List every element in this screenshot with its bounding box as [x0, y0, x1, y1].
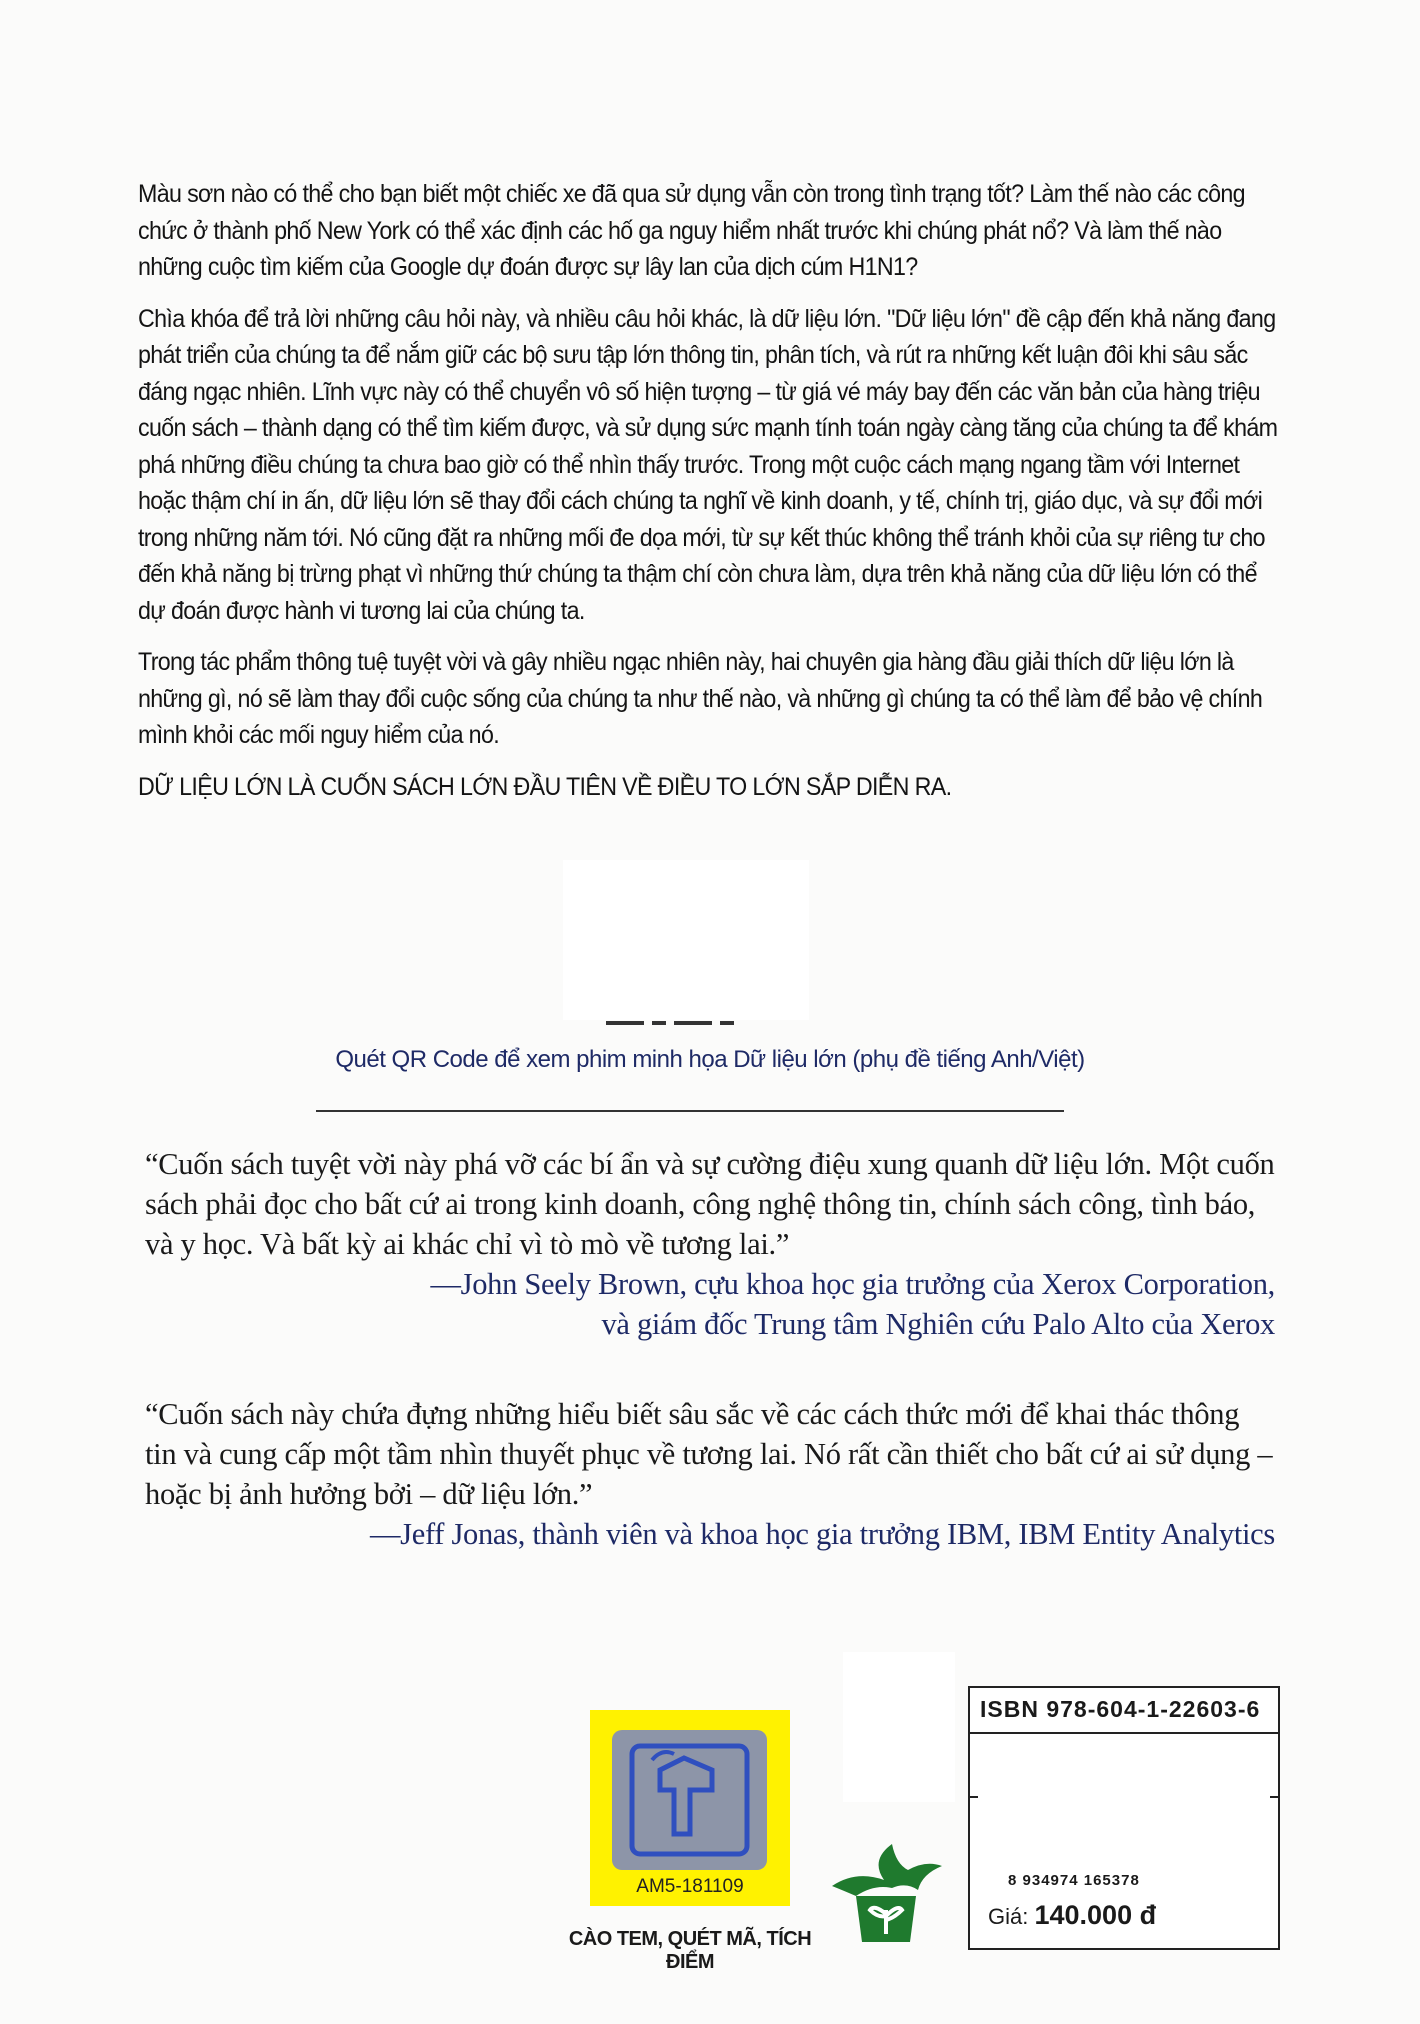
qr-code-edge [606, 1021, 736, 1025]
price-value: 140.000 đ [1034, 1900, 1157, 1930]
sticker-caption: CÀO TEM, QUÉT MÃ, TÍCH ĐIỂM [568, 1928, 812, 1973]
qr-caption: Quét QR Code để xem phim minh họa Dữ liệu lớn (phụ đề tiếng Anh/Việt) [335, 1046, 1085, 1073]
attribution-line: —Jeff Jonas, thành viên và khoa học gia trưởng IBM, IBM Entity Analytics [369, 1517, 1275, 1551]
section-divider [316, 1110, 1064, 1112]
blurb-paragraph-1: Màu sơn nào có thể cho bạn biết một chiếc xe đã qua sử dụng vẫn còn trong tình trạng tốt? Làm thế nào các công chức ở thành phố New York có thể xác định các hố ga nguy hiểm nhất trước khi chúng phát nổ? Và làm thế nào những cuộc tìm kiếm của Google dự đoán được sự lây lan của dịch cúm H1N1? [138, 180, 1245, 281]
attribution-line: và giám đốc Trung tâm Nghiên cứu Palo Alto của Xerox [601, 1307, 1275, 1341]
barcode-digits: 8 934974 165378 [1008, 1872, 1140, 1889]
attribution-line: —John Seely Brown, cựu khoa học gia trưởng của Xerox Corporation, [430, 1267, 1275, 1301]
box-tick-left [968, 1796, 978, 1798]
quote-attribution [145, 1514, 1275, 1554]
quote-text: “Cuốn sách tuyệt vời này phá vỡ các bí ẩn và sự cường điệu xung quanh dữ liệu lớn. Một cuốn sách phải đọc cho bất cứ ai trong kinh doanh, công nghệ thông tin, chính sách công, tình báo, và y học. Và bất kỳ ai khác chỉ vì tò mò về tương lai.” [145, 1147, 1275, 1261]
back-cover-blurb [138, 176, 1280, 820]
isbn-barcode-box [968, 1686, 1280, 1950]
publisher-logo-icon [826, 1830, 946, 1950]
blurb-tagline: DỮ LIỆU LỚN LÀ CUỐN SÁCH LỚN ĐẦU TIÊN VỀ ĐIỀU TO LỚN SẮP DIỄN RA. [138, 772, 952, 801]
blurb-paragraph-2: Chìa khóa để trả lời những câu hỏi này, và nhiều câu hỏi khác, là dữ liệu lớn. "Dữ liệu lớn" đề cập đến khả năng đang phát triển của chúng ta để nắm giữ các bộ sưu tập lớn thông tin, phân tích, và rút ra những kết luận đôi khi sâu sắc đáng ngạc nhiên. Lĩnh vực này có thể chuyển vô số hiện tượng – từ giá vé máy bay đến các văn bản của hàng triệu cuốn sách – thành dạng có thể tìm kiếm được, và sử dụng sức mạnh tính toán ngày càng tăng của chúng ta để khám phá những điều chúng ta chưa bao giờ có thể nhìn thấy trước. Trong một cuộc cách mạng ngang tầm với Internet hoặc thậm chí in ấn, dữ liệu lớn sẽ thay đổi cách chúng ta nghĩ về kinh doanh, y tế, chính trị, giáo dục, và sự đổi mới trong những năm tới. Nó cũng đặt ra những mối đe dọa mới, từ sự kết thúc không thể tránh khỏi của sự riêng tư cho đến khả năng bị trừng phạt vì những thứ chúng ta thậm chí còn chưa làm, dựa trên khả năng của dữ liệu lớn có thể dự đoán được hành vi tương lai của chúng ta. [138, 304, 1278, 625]
sticker-code: AM5-181109 [636, 1876, 744, 1897]
price [988, 1900, 1156, 1931]
endorsement-quote-2 [145, 1394, 1275, 1554]
blank-patch [843, 1652, 955, 1802]
isbn-rule [970, 1732, 1278, 1734]
isbn-label: ISBN 978-604-1-22603-6 [980, 1696, 1261, 1722]
price-label: Giá: [988, 1904, 1029, 1929]
endorsement-quote-1 [145, 1144, 1275, 1344]
blurb-paragraph-3: Trong tác phẩm thông tuệ tuyệt vời và gây nhiều ngạc nhiên này, hai chuyên gia hàng đầu giải thích dữ liệu lớn là những gì, nó sẽ làm thay đổi cuộc sống của chúng ta như thế nào, và những gì chúng ta có thể làm để bảo vệ chính mình khỏi các mối nguy hiểm của nó. [138, 648, 1263, 749]
quote-text: “Cuốn sách này chứa đựng những hiểu biết sâu sắc về các cách thức mới để khai thác thông tin và cung cấp một tầm nhìn thuyết phục về tương lai. Nó rất cần thiết cho bất cứ ai sử dụng – hoặc bị ảnh hưởng bởi – dữ liệu lớn.” [145, 1397, 1273, 1511]
qr-code-area [563, 860, 809, 1020]
scratch-sticker [590, 1710, 790, 1906]
publisher-emblem-icon [612, 1730, 767, 1870]
box-tick-right [1270, 1796, 1280, 1798]
quote-attribution [145, 1264, 1275, 1344]
